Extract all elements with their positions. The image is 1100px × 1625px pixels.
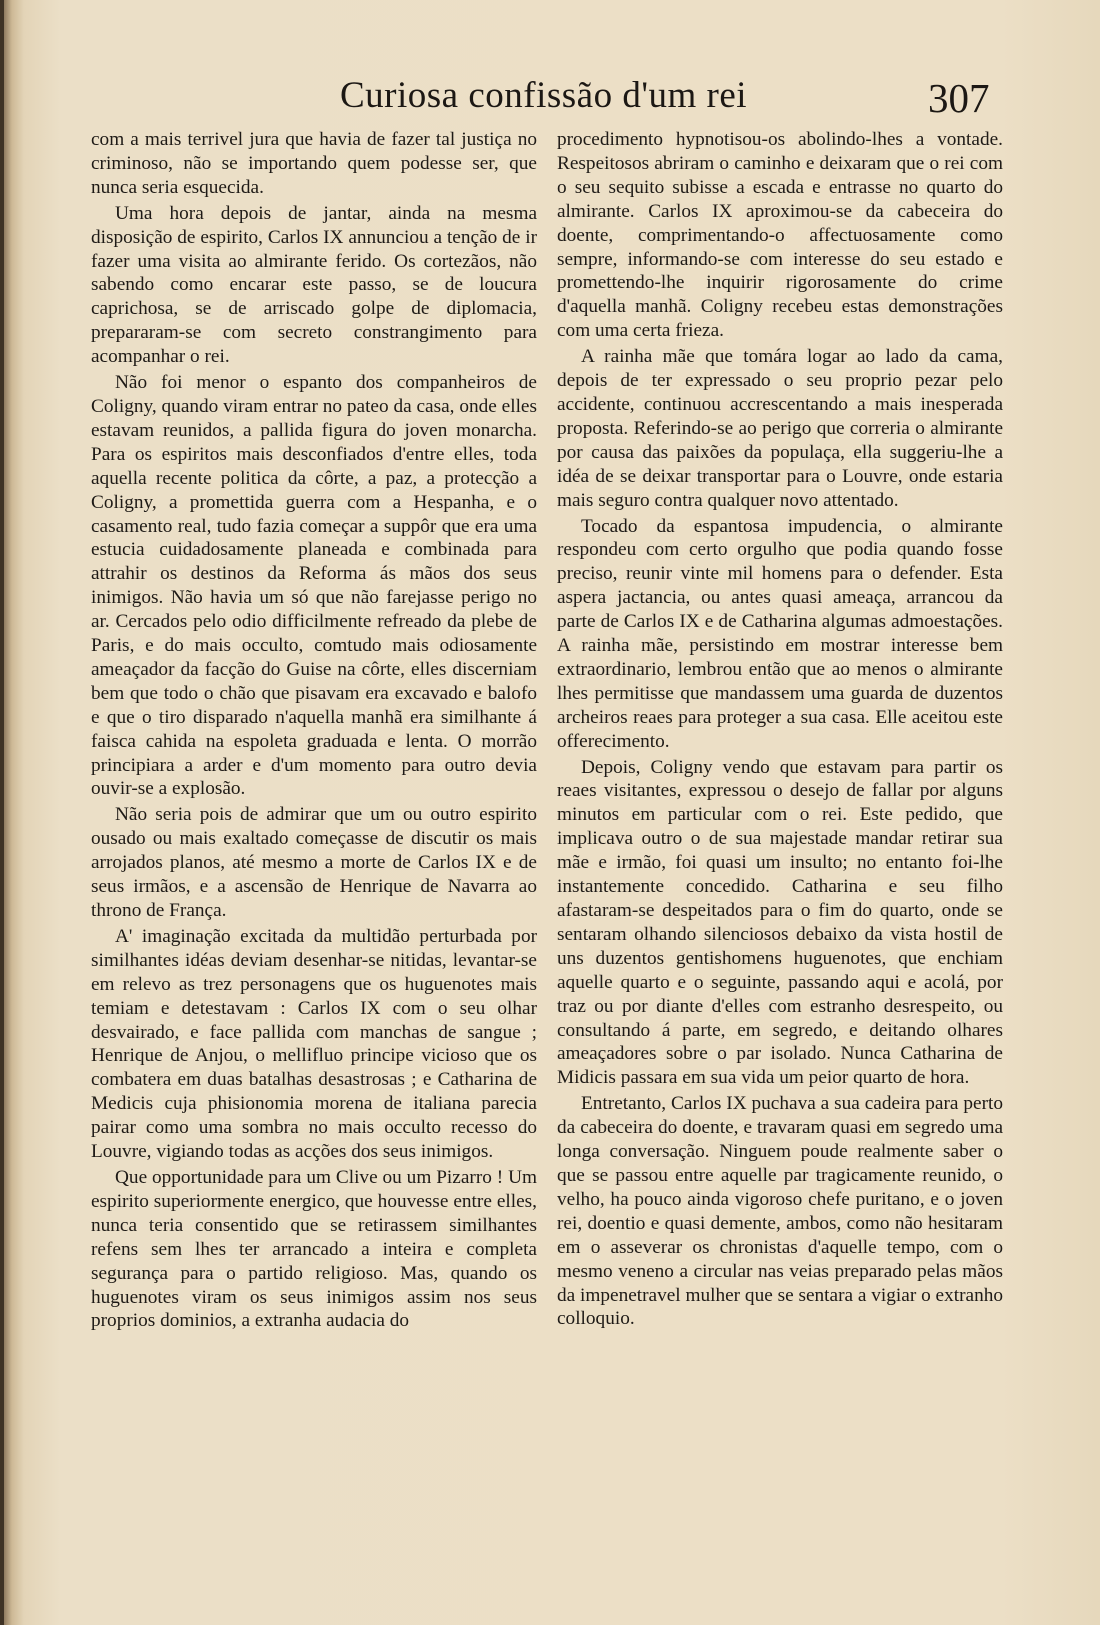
- running-title: Curiosa confissão d'um rei: [340, 75, 748, 116]
- left-column: [91, 128, 537, 1333]
- paragraph: A rainha mãe que tomára logar ao lado da cama, depois de ter expressado o seu proprio pezar pelo accidente, continuou accrescentando a mais inesperada proposta. Referindo-se ao perigo que correria o almirante por causa das paixões da populaça, ella suggeriu-lhe a idéa de se deixar transportar para o Louvre, onde estaria mais seguro contra qualquer novo attentado.: [557, 346, 1003, 511]
- paragraph: A' imaginação excitada da multidão perturbada por similhantes idéas deviam desenhar-se nitidas, levantar-se em relevo as trez personagens que os huguenotes mais temiam e detestavam : Carlos IX com o seu olhar desvairado, e face pallida com manchas de sangue ; Henrique de Anjou, o mellifluo principe vicioso que os combatera em duas batalhas desastrosas ; e Catharina de Medicis cuja phisionomia morena de italiana parecia pairar como uma sombra no mais occulto recesso do Louvre, vigiando todas as acções dos seus inimigos.: [91, 925, 537, 1163]
- paragraph: Depois, Coligny vendo que estavam para partir os reaes visitantes, expressou o desejo de fallar por alguns minutos em particular com o rei. Este pedido, que implicava outro o de sua majestade mandar retirar sua mãe e irmão, foi quasi um insulto; no entanto foi-lhe instantemente concedido. Catharina e seu filho afastaram-se despeitados para o fim do quarto, onde se sentaram olhando silenciosos debaixo da vista hostil de uns duzentos gentishomens huguenotes, que enchiam aquelle quarto e o seguinte, passando aqui e acolá, por traz ou por diante d'elles com estranho desrespeito, ou consultando á parte, em segredo, e deitando olhares ameaçadores sobre o par isolado. Nunca Catharina de Midicis passara em sua vida um peior quarto de hora.: [557, 756, 1003, 1089]
- paragraph: Tocado da espantosa impudencia, o almirante respondeu com certo orgulho que podia quando fosse preciso, reunir vinte mil homens para o defender. Esta aspera jactancia, ou antes quasi ameaça, arrancou da parte de Carlos IX e de Catharina algumas admoestações. A rainha mãe, persistindo em mostrar interesse bem extraordinario, lembrou então que ao menos o almirante lhes permitisse que mandassem uma guarda de duzentos archeiros reaes para proteger a sua casa. Elle aceitou este offerecimento.: [557, 515, 1003, 752]
- right-column: [557, 128, 1003, 1331]
- page-header: [0, 74, 1100, 134]
- paragraph: Uma hora depois de jantar, ainda na mesma disposição de espirito, Carlos IX annunciou a tenção de ir fazer uma visita ao almirante ferido. Os cortezãos, não sabendo como encarar este passo, se de loucura caprichosa, se de arriscado golpe de diplomacia, prepararam-se com secreto constrangimento para acompanhar o rei.: [91, 202, 537, 368]
- paragraph: Não seria pois de admirar que um ou outro espirito ousado ou mais exaltado começasse de discutir os mais arrojados planos, até mesmo a morte de Carlos IX e de seus irmãos, e a ascensão de Henrique de Navarra ao throno de França.: [91, 804, 537, 921]
- paragraph: Que opportunidade para um Clive ou um Pizarro ! Um espirito superiormente energico, que houvesse entre elles, nunca teria consentido que se retirassem similhantes refens sem lhes ter arrancado a inteira e completa segurança para o partido religioso. Mas, quando os huguenotes viram os seus inimigos assim nos seus proprios dominios, a extranha audacia do: [91, 1166, 537, 1332]
- paragraph: com a mais terrivel jura que havia de fazer tal justiça no criminoso, não se importando quem podesse ser, que nunca seria esquecida.: [91, 129, 537, 198]
- page-number: 307: [928, 75, 990, 121]
- paragraph: Não foi menor o espanto dos companheiros de Coligny, quando viram entrar no pateo da casa, onde elles estavam reunidos, a pallida figura do joven monarcha. Para os espiritos mais desconfiados d'entre elles, toda aquella recente politica da côrte, a paz, a protecção a Coligny, a promettida guerra com a Hespanha, e o casamento real, tudo fazia começar a suppôr que era uma estucia cuidadosamente planeada e combinada para attrahir os destinos da Reforma ás mãos dos seus inimigos. Não havia um só que não farejasse perigo no ar. Cercados pelo odio difficilmente refreado da plebe de Paris, e do mais occulto, comtudo mais odiosamente ameaçador da facção do Guise na côrte, elles discerniam bem que todo o chão que pisavam era excavado e balofo e que o tiro disparado n'aquella manhã era similhante á faisca cahida na espoleta graduada e lenta. O morrão principiara a arder e d'um momento para outro devia ouvir-se a explosão.: [91, 372, 537, 800]
- paragraph: procedimento hypnotisou-os abolindo-lhes a vontade. Respeitosos abriram o caminho e deixaram que o rei com o seu sequito subisse a escada e entrasse no quarto do almirante. Carlos IX aproximou-se da cabeceira do doente, comprimentando-o affectuosamente como sempre, informando-se com interesse do seu estado e promettendo-lhe inquirir rigorosamente do crime d'aquella manhã. Coligny recebeu estas demonstrações com uma certa frieza.: [557, 129, 1003, 342]
- gutter-shadow: [0, 0, 4, 1625]
- paragraph: Entretanto, Carlos IX puchava a sua cadeira para perto da cabeceira do doente, e travaram quasi em segredo uma longa conversação. Ninguem poude realmente saber o que se passou entre aquelle par tragicamente reunido, o velho, ha pouco ainda vigoroso chefe puritano, e o joven rei, doentio e quasi demente, ambos, como não hesitaram em o asseverar os chronistas d'aquelle tempo, com o mesmo veneno a circular nas veias preparado pelas mãos da impenetravel mulher que se sentara a vigiar o extranho colloquio.: [557, 1093, 1003, 1330]
